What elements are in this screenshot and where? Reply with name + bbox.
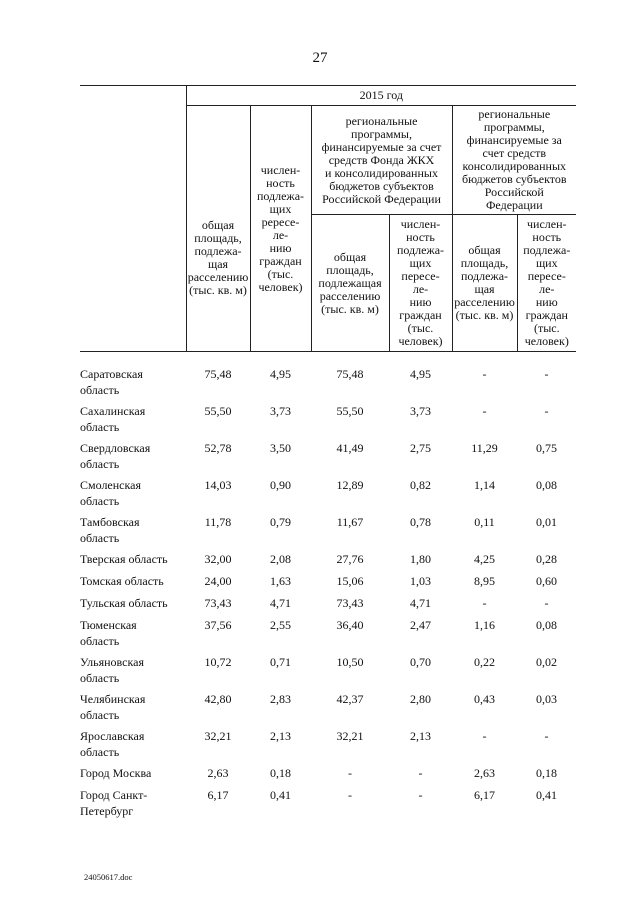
year-header: 2015 год	[186, 86, 576, 106]
value-cell: -	[482, 404, 487, 418]
value-cell: -	[544, 596, 549, 610]
value-cell: 14,03	[204, 478, 232, 492]
region-name: Ульяновская область	[80, 655, 144, 685]
region-name: Ярославская область	[80, 729, 145, 759]
table-row	[80, 551, 576, 573]
region-name: Свердловская область	[80, 441, 151, 471]
table-row	[80, 352, 576, 404]
value-cell: 12,89	[336, 478, 364, 492]
value-cell: -	[348, 766, 352, 780]
value-cell: -	[544, 729, 549, 743]
value-cell: 1,80	[410, 552, 431, 566]
value-cell: 6,17	[474, 788, 495, 802]
table-row	[80, 440, 576, 477]
value-cell: 0,41	[536, 788, 558, 802]
value-cell: 10,72	[204, 655, 232, 669]
region-name: Город Москва	[80, 766, 152, 780]
region-name: Тульская область	[80, 596, 168, 610]
value-cell: 73,43	[336, 596, 364, 610]
value-cell: 3,50	[270, 441, 291, 455]
value-cell: 24,00	[204, 574, 232, 588]
value-cell: 15,06	[336, 574, 364, 588]
value-cell: -	[482, 729, 487, 743]
value-cell: 73,43	[204, 596, 232, 610]
value-cell: 4,25	[474, 552, 495, 566]
region-name: Томская область	[80, 574, 164, 588]
table-row	[80, 595, 576, 617]
header-total-people: числен- ность подлежа- щих pересе- ле- нию граждан (тыс. человек)	[250, 106, 311, 352]
table-row	[80, 617, 576, 654]
header-fund-area: общая площадь, подлежащая расселению (тыс. кв. м)	[311, 215, 389, 352]
value-cell: 2,13	[410, 729, 431, 743]
region-name: Саратовская область	[80, 367, 143, 397]
header-regional-area: общая площадь, подлежа- щая расселению (тыс. кв. м)	[452, 215, 517, 352]
value-cell: 55,50	[336, 404, 364, 418]
value-cell: 0,18	[536, 766, 558, 780]
value-cell: 0,82	[410, 478, 431, 492]
region-name: Тамбовская область	[80, 515, 140, 545]
value-cell: 0,70	[410, 655, 431, 669]
value-cell: -	[418, 766, 423, 780]
value-cell: 55,50	[204, 404, 232, 418]
value-cell: 2,83	[270, 692, 291, 706]
value-cell: 1,03	[410, 574, 431, 588]
value-cell: 3,73	[270, 404, 291, 418]
value-cell: 32,00	[204, 552, 232, 566]
page-number: 27	[312, 50, 328, 66]
resettlement-table	[80, 85, 576, 824]
value-cell: 0,22	[474, 655, 495, 669]
table-row	[80, 514, 576, 551]
value-cell: 2,13	[270, 729, 291, 743]
table-row	[80, 765, 576, 787]
value-cell: 11,29	[471, 441, 498, 455]
value-cell: 0,43	[474, 692, 495, 706]
value-cell: 0,41	[270, 788, 291, 802]
table-row	[80, 691, 576, 728]
table-row	[80, 787, 576, 824]
value-cell: 6,17	[207, 788, 229, 802]
table-row	[80, 654, 576, 691]
value-cell: 0,02	[536, 655, 558, 669]
table-row	[80, 477, 576, 514]
value-cell: 0,11	[474, 515, 495, 529]
value-cell: 3,73	[410, 404, 431, 418]
value-cell: 4,71	[270, 596, 291, 610]
header-group-regional: региональные программы, финансируемые за счет средств консолидированных бюджетов субъектов Российской Федерации	[452, 106, 576, 215]
region-name: Сахалинская область	[80, 404, 146, 434]
value-cell: 32,21	[336, 729, 364, 743]
value-cell: 0,08	[536, 478, 558, 492]
region-name: Город Санкт- Петербург	[80, 788, 148, 818]
header-fund-people: числен- ность подлежа- щих пересе- ле- нию граждан (тыс. человек)	[389, 215, 452, 352]
value-cell: -	[544, 367, 549, 381]
region-name: Тюменская область	[80, 618, 137, 648]
value-cell: 0,28	[536, 552, 558, 566]
value-cell: -	[544, 404, 549, 418]
value-cell: -	[418, 788, 423, 802]
value-cell: 0,75	[536, 441, 558, 455]
value-cell: 2,63	[207, 766, 229, 780]
header-regional-people: числен- ность подлежа- щих пересе- ле- нию граждан (тыс. человек)	[517, 215, 576, 352]
value-cell: 1,63	[270, 574, 291, 588]
document-id: 24050617.doc	[84, 872, 133, 882]
value-cell: 8,95	[474, 574, 495, 588]
header-group-fund: региональные программы, финансируемые за счет средств Фонда ЖКХ и консолидированных бюджетов субъектов Российской Федерации	[311, 106, 452, 215]
header-total-area: общая площадь, подлежа- щая расселению (тыс. кв. м)	[186, 106, 250, 352]
value-cell: 2,08	[270, 552, 291, 566]
value-cell: 1,14	[474, 478, 495, 492]
value-cell: 10,50	[336, 655, 364, 669]
value-cell: -	[348, 788, 352, 802]
value-cell: 0,60	[536, 574, 558, 588]
value-cell: 2,75	[410, 441, 431, 455]
value-cell: 0,03	[536, 692, 558, 706]
region-name: Челябинская область	[80, 692, 146, 722]
region-name: Смоленская область	[80, 478, 141, 508]
value-cell: 75,48	[336, 367, 364, 381]
region-header-stub	[80, 86, 186, 352]
value-cell: 41,49	[336, 441, 364, 455]
table-row	[80, 573, 576, 595]
value-cell: 4,95	[270, 367, 291, 381]
value-cell: 75,48	[204, 367, 232, 381]
value-cell: 27,76	[336, 552, 364, 566]
region-name: Тверская область	[80, 552, 168, 566]
value-cell: 1,16	[474, 618, 495, 632]
value-cell: 0,90	[270, 478, 291, 492]
table-row	[80, 403, 576, 440]
value-cell: 42,37	[336, 692, 364, 706]
value-cell: 32,21	[204, 729, 232, 743]
value-cell: 0,71	[270, 655, 291, 669]
value-cell: 2,47	[410, 618, 431, 632]
value-cell: 0,08	[536, 618, 558, 632]
value-cell: 4,95	[410, 367, 431, 381]
value-cell: 37,56	[204, 618, 232, 632]
value-cell: 0,18	[270, 766, 291, 780]
value-cell: 0,01	[536, 515, 558, 529]
value-cell: -	[482, 367, 487, 381]
value-cell: 0,79	[270, 515, 291, 529]
value-cell: 0,78	[410, 515, 431, 529]
value-cell: 11,78	[204, 515, 232, 529]
value-cell: 36,40	[336, 618, 364, 632]
value-cell: -	[482, 596, 487, 610]
value-cell: 52,78	[204, 441, 232, 455]
value-cell: 2,80	[410, 692, 431, 706]
value-cell: 2,55	[270, 618, 291, 632]
value-cell: 11,67	[336, 515, 364, 529]
value-cell: 42,80	[204, 692, 232, 706]
value-cell: 4,71	[410, 596, 431, 610]
value-cell: 2,63	[474, 766, 495, 780]
table-row	[80, 728, 576, 765]
